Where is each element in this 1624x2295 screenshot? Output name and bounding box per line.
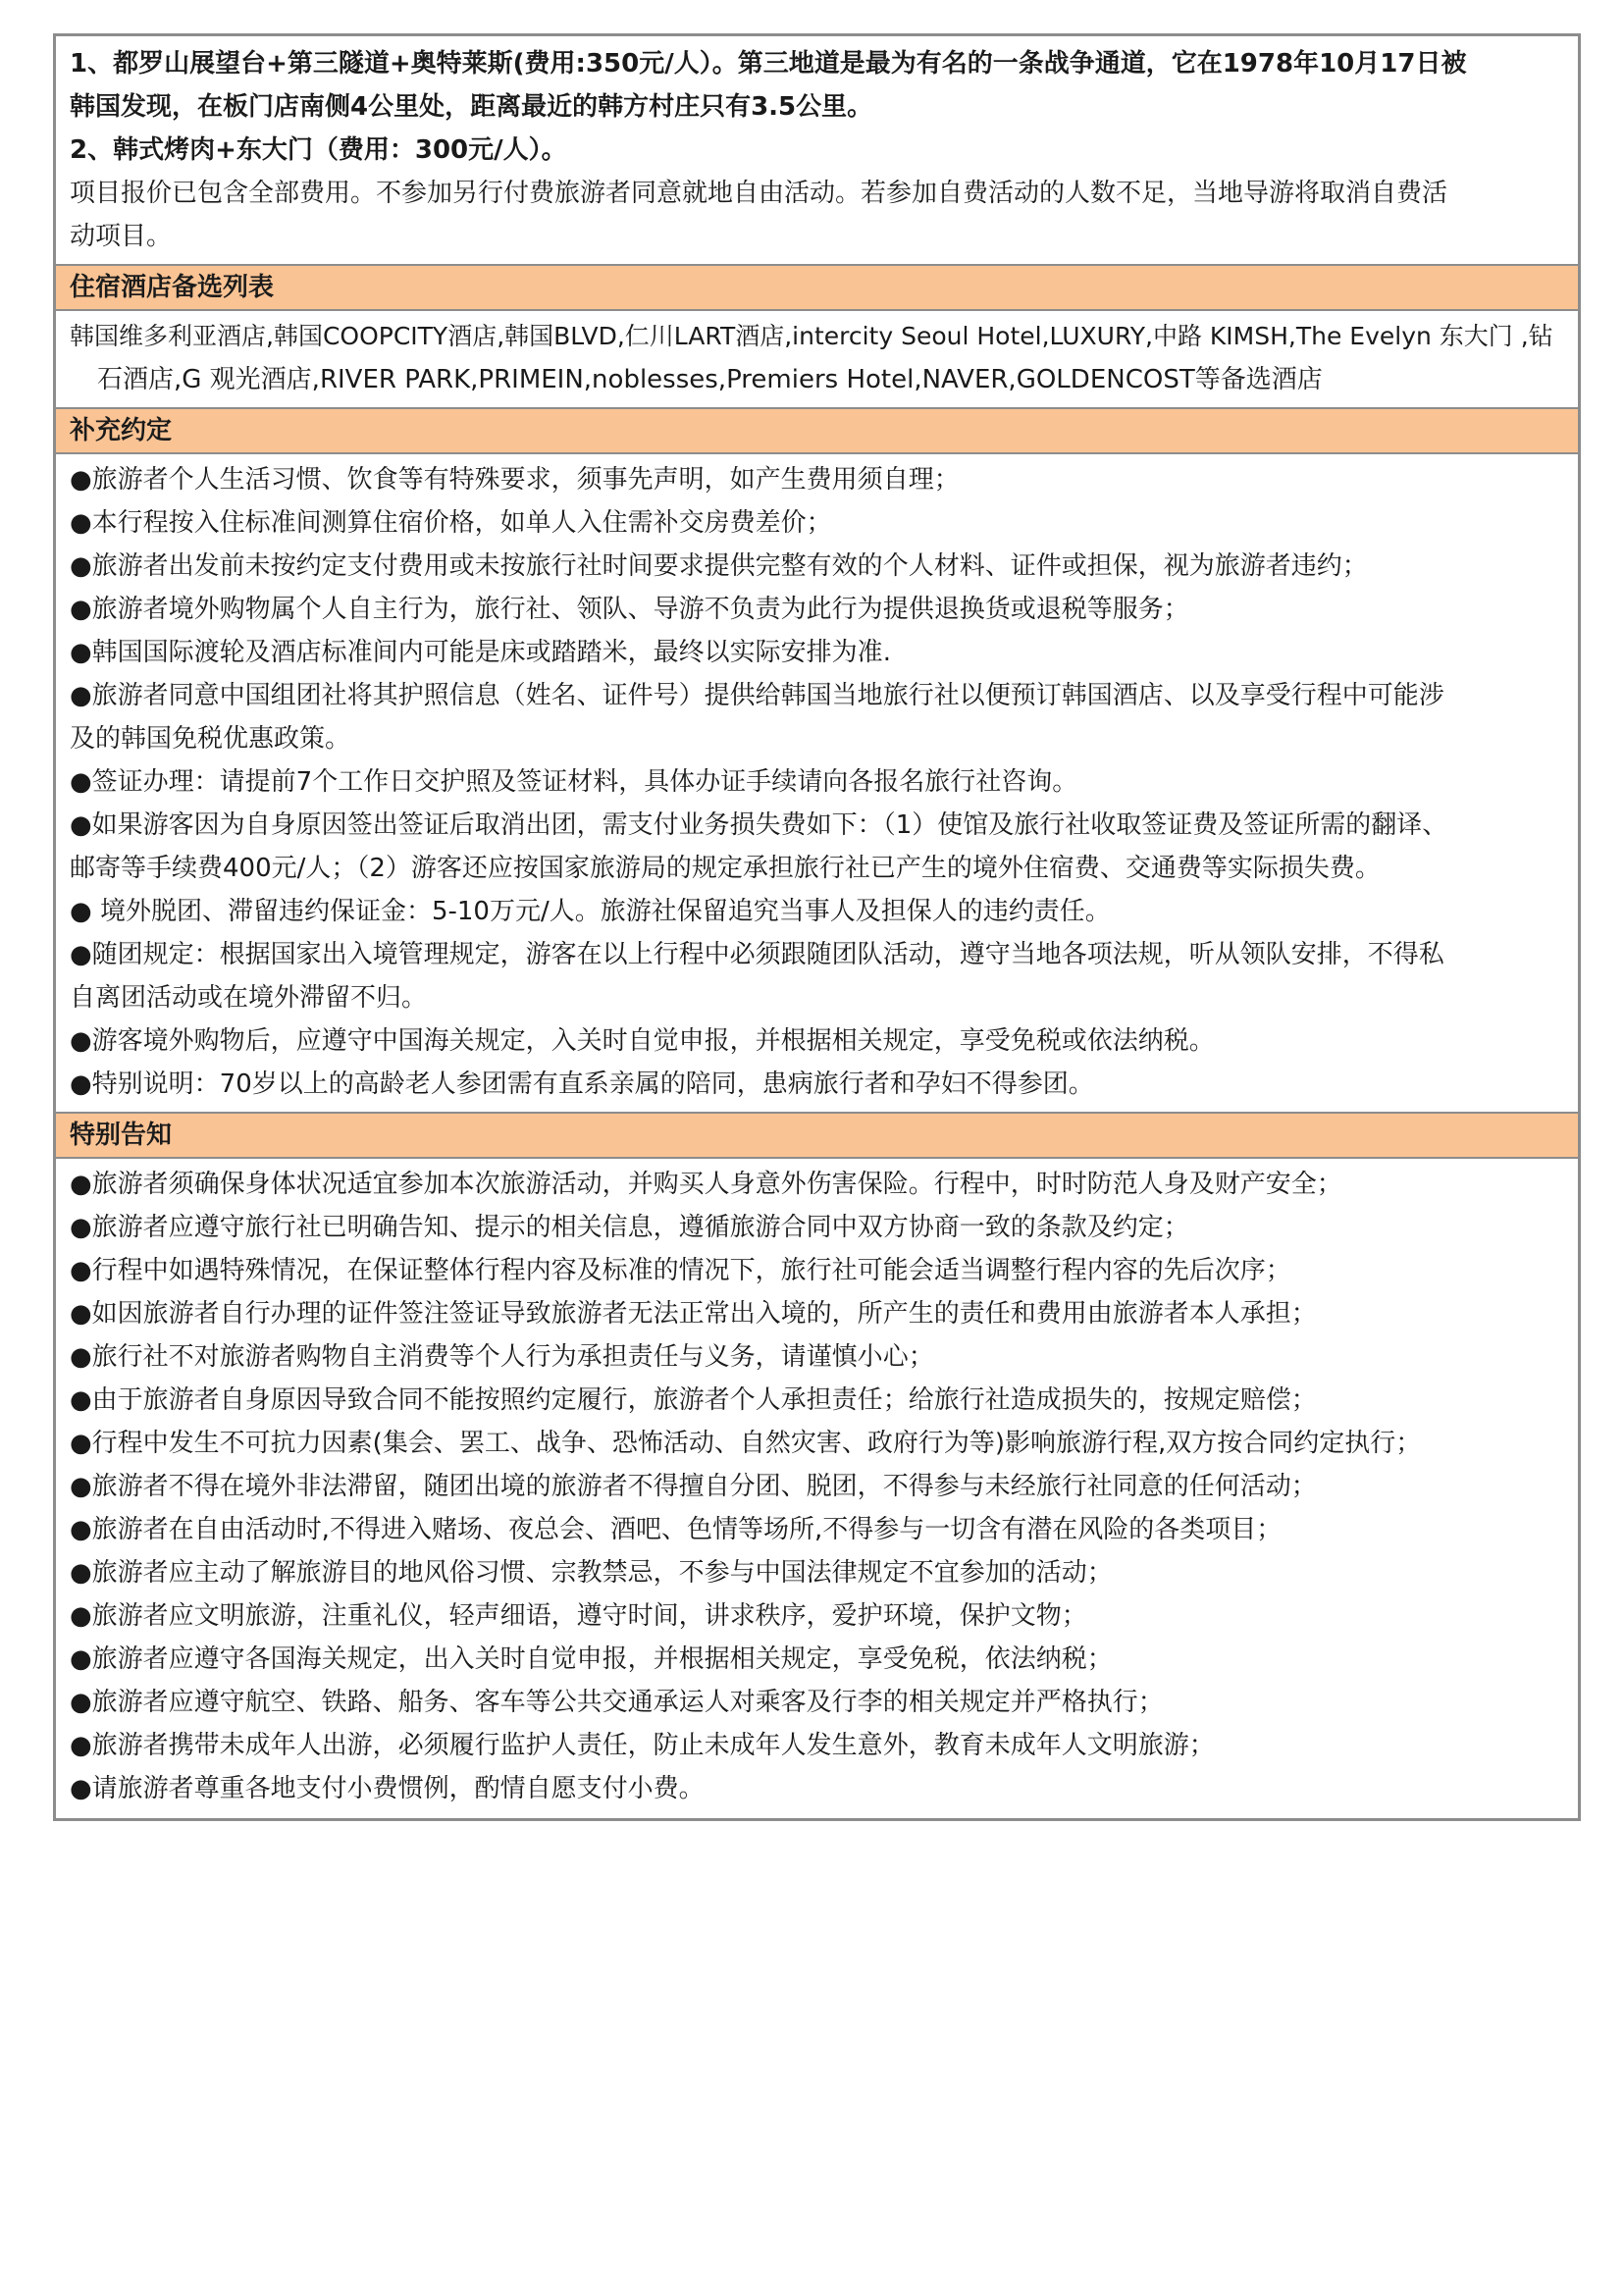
supplement-item: ●本行程按入住标准间测算住宿价格，如单人入住需补交房费差价； bbox=[70, 508, 832, 538]
hotel-list-line: 石酒店,G 观光酒店,RIVER PARK,PRIMEIN,noblesses,Premiers Hotel,NAVER,GOLDENCOST等备选酒店 bbox=[97, 365, 1323, 394]
notice-item: ●旅游者应遵守各国海关规定，出入关时自觉申报，并根据相关规定，享受免税，依法纳税； bbox=[70, 1644, 1113, 1674]
hotel-list-section bbox=[56, 264, 1578, 407]
notice-item: ●旅游者应遵守航空、铁路、船务、客车等公共交通承运人对乘客及行李的相关规定并严格执行； bbox=[70, 1688, 1164, 1717]
supplement-item: ●随团规定：根据国家出入境管理规定，游客在以上行程中必须跟随团队活动，遵守当地各项法规，听从领队安排，不得私 bbox=[70, 940, 1444, 969]
notice-item: ●旅游者不得在境外非法滞留，随团出境的旅游者不得擅自分团、脱团，不得参与未经旅行社同意的任何活动； bbox=[70, 1472, 1317, 1501]
notice-item: ●旅行社不对旅游者购物自主消费等个人行为承担责任与义务，请谨慎小心； bbox=[70, 1342, 934, 1372]
activity-item-2: 2、韩式烤肉+东大门（费用：300元/人）。 bbox=[70, 135, 567, 165]
hotel-list-header: 住宿酒店备选列表 bbox=[56, 266, 1578, 311]
notice-item: ●旅游者应遵守旅行社已明确告知、提示的相关信息，遵循旅游合同中双方协商一致的条款及约定； bbox=[70, 1213, 1189, 1242]
activity-note-cont: 动项目。 bbox=[70, 222, 173, 251]
notice-item: ●行程中发生不可抗力因素(集会、罢工、战争、恐怖活动、自然灾害、政府行为等)影响旅游行程,双方按合同约定执行； bbox=[70, 1429, 1422, 1458]
notice-item: ●旅游者携带未成年人出游，必须履行监护人责任，防止未成年人发生意外，教育未成年人文明旅游； bbox=[70, 1731, 1215, 1760]
notice-item: ●行程中如遇特殊情况，在保证整体行程内容及标准的情况下，旅行社可能会适当调整行程内容的先后次序； bbox=[70, 1256, 1291, 1285]
supplement-item: ●旅游者出发前未按约定支付费用或未按旅行社时间要求提供完整有效的个人材料、证件或担保，视为旅游者违约； bbox=[70, 551, 1368, 581]
supplement-item: 及的韩国免税优惠政策。 bbox=[70, 724, 351, 754]
supplement-item: ● 境外脱团、滞留违约保证金：5-10万元/人。旅游社保留追究当事人及担保人的违约责任。 bbox=[70, 897, 1111, 926]
supplement-section bbox=[56, 407, 1578, 1112]
supplement-item: ●韩国国际渡轮及酒店标准间内可能是床或踏踏米，最终以实际安排为准. bbox=[70, 638, 891, 667]
supplement-item: 邮寄等手续费400元/人；（2）游客还应按国家旅游局的规定承担旅行社已产生的境外住宿费、交通费等实际损失费。 bbox=[70, 854, 1381, 883]
supplement-header: 补充约定 bbox=[56, 409, 1578, 454]
optional-activities-section bbox=[56, 36, 1578, 264]
notice-item: ●请旅游者尊重各地支付小费惯例，酌情自愿支付小费。 bbox=[70, 1774, 705, 1803]
notice-item: ●如因旅游者自行办理的证件签注签证导致旅游者无法正常出入境的，所产生的责任和费用由旅游者本人承担； bbox=[70, 1299, 1317, 1329]
supplement-item: ●旅游者个人生活习惯、饮食等有特殊要求，须事先声明，如产生费用须自理； bbox=[70, 465, 960, 495]
hotel-list-line: 韩国维多利亚酒店,韩国COOPCITY酒店,韩国BLVD,仁川LART酒店,intercity Seoul Hotel,LUXURY,中路 KIMSH,The Evelyn 东大门 ,钻 bbox=[70, 322, 1553, 350]
special-notice-header: 特别告知 bbox=[56, 1114, 1578, 1159]
activity-note: 项目报价已包含全部费用。不参加另行付费旅游者同意就地自由活动。若参加自费活动的人数不足，当地导游将取消自费活 bbox=[70, 179, 1448, 208]
supplement-item: ●游客境外购物后，应遵守中国海关规定，入关时自觉申报，并根据相关规定，享受免税或依法纳税。 bbox=[70, 1026, 1215, 1056]
supplement-item: ●签证办理：请提前7个工作日交护照及签证材料，具体办证手续请向各报名旅行社咨询。 bbox=[70, 767, 1078, 797]
notice-item: ●旅游者在自由活动时,不得进入赌场、夜总会、酒吧、色情等场所,不得参与一切含有潜在风险的各类项目； bbox=[70, 1515, 1283, 1544]
notice-item: ●旅游者须确保身体状况适宜参加本次旅游活动，并购买人身意外伤害保险。行程中，时时防范人身及财产安全； bbox=[70, 1170, 1342, 1199]
activity-item-1-cont: 韩国发现，在板门店南侧4公里处，距离最近的韩方村庄只有3.5公里。 bbox=[70, 92, 873, 122]
supplement-item: ●特别说明：70岁以上的高龄老人参团需有直系亲属的陪同，患病旅行者和孕妇不得参团。 bbox=[70, 1069, 1094, 1099]
supplement-item: ●旅游者同意中国组团社将其护照信息（姓名、证件号）提供给韩国当地旅行社以便预订韩国酒店、以及享受行程中可能涉 bbox=[70, 681, 1444, 710]
supplement-item: ●如果游客因为自身原因签出签证后取消出团，需支付业务损失费如下：（1）使馆及旅行社收取签证费及签证所需的翻译、 bbox=[70, 810, 1448, 840]
special-notice-section bbox=[56, 1112, 1578, 1818]
supplement-item: 自离团活动或在境外滞留不归。 bbox=[70, 983, 428, 1013]
activity-item-1: 1、都罗山展望台+第三隧道+奥特莱斯(费用:350元/人）。第三地道是最为有名的一条战争通道，它在1978年10月17日被 bbox=[70, 49, 1467, 78]
notice-item: ●旅游者应主动了解旅游目的地风俗习惯、宗教禁忌，不参与中国法律规定不宜参加的活动； bbox=[70, 1558, 1113, 1588]
notice-item: ●旅游者应文明旅游，注重礼仪，轻声细语，遵守时间，讲求秩序，爱护环境，保护文物； bbox=[70, 1601, 1087, 1631]
supplement-item: ●旅游者境外购物属个人自主行为，旅行社、领队、导游不负责为此行为提供退换货或退税等服务； bbox=[70, 595, 1189, 624]
notice-item: ●由于旅游者自身原因导致合同不能按照约定履行，旅游者个人承担责任；给旅行社造成损失的，按规定赔偿； bbox=[70, 1385, 1317, 1415]
itinerary-document bbox=[53, 33, 1581, 1821]
